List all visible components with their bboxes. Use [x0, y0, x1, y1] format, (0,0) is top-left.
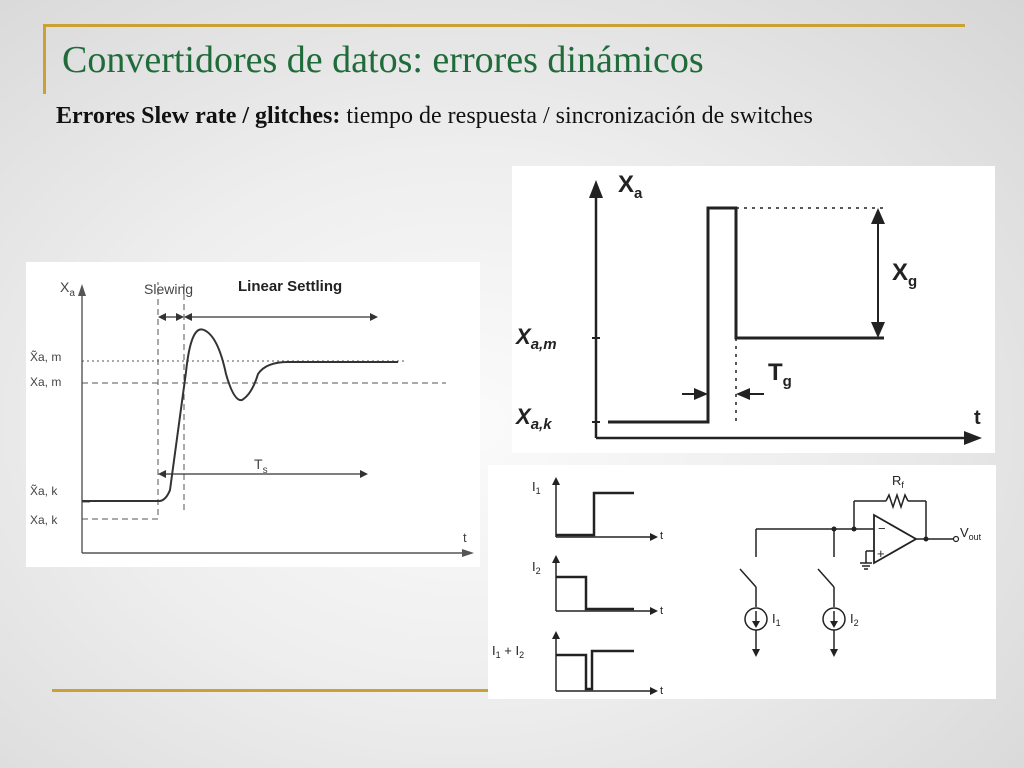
circuit-panel	[488, 465, 996, 699]
glitch-tg-label: $T_g$	[768, 359, 792, 390]
glitch-xam-label: $X_{a,m}$	[516, 324, 557, 353]
i1-waveform-t: t	[660, 530, 664, 542]
circuit-schematic	[740, 473, 982, 657]
glitch-y-axis-label: $X_a$	[618, 171, 643, 202]
subtitle-bold: Errores Slew rate / glitches:	[56, 103, 341, 129]
source-i2-label: $I_2$	[850, 611, 859, 628]
level-label-xam: Xa, m	[30, 375, 62, 389]
slide-subtitle	[56, 103, 813, 130]
circuit-panel-svg	[488, 465, 996, 699]
linear-settling-label: Linear Settling	[238, 278, 343, 295]
glitch-xg-label: $X_g$	[892, 259, 918, 290]
ts-label: $T_s$	[254, 456, 268, 476]
glitch-diagram-svg	[512, 166, 995, 453]
rf-label: $R_f$	[892, 473, 904, 490]
subtitle-rest: tiempo de respuesta / sincronización de switches	[340, 103, 813, 129]
level-label-xak: Xa, k	[30, 513, 58, 527]
y-axis-label: $X_a$	[60, 279, 75, 299]
opamp-minus: −	[878, 521, 886, 536]
title-frame-horizontal	[43, 24, 965, 27]
slide-title: Convertidores de datos: errores dinámicos	[62, 39, 704, 81]
title-frame-vertical	[43, 24, 46, 94]
level-label-xtilde-ak: X̃a, k	[30, 484, 58, 498]
x-axis-label: t	[463, 530, 467, 545]
i2-waveform-label: $I_2$	[532, 559, 541, 576]
i1-waveform-label: $I_1$	[532, 479, 541, 496]
glitch-diagram	[512, 166, 995, 453]
sum-waveform	[492, 631, 663, 697]
sum-waveform-t: t	[660, 685, 664, 697]
source-i1-label: $I_1$	[772, 611, 781, 628]
settling-diagram-svg	[26, 262, 480, 567]
opamp-plus: +	[877, 546, 885, 561]
glitch-x-axis-label: t	[974, 407, 981, 429]
level-label-xtilde-am: X̃a, m	[30, 350, 62, 364]
bottom-rule	[52, 689, 488, 692]
slewing-label: Slewing	[144, 281, 194, 297]
i2-waveform	[532, 555, 663, 617]
sum-waveform-label: $I_1 + I_2$	[492, 643, 525, 660]
i2-waveform-t: t	[660, 605, 664, 617]
settling-diagram	[26, 262, 480, 567]
i1-waveform	[532, 477, 663, 542]
glitch-xak-label: $X_{a,k}$	[516, 404, 552, 433]
vout-label: $V_{out}$	[960, 525, 982, 542]
